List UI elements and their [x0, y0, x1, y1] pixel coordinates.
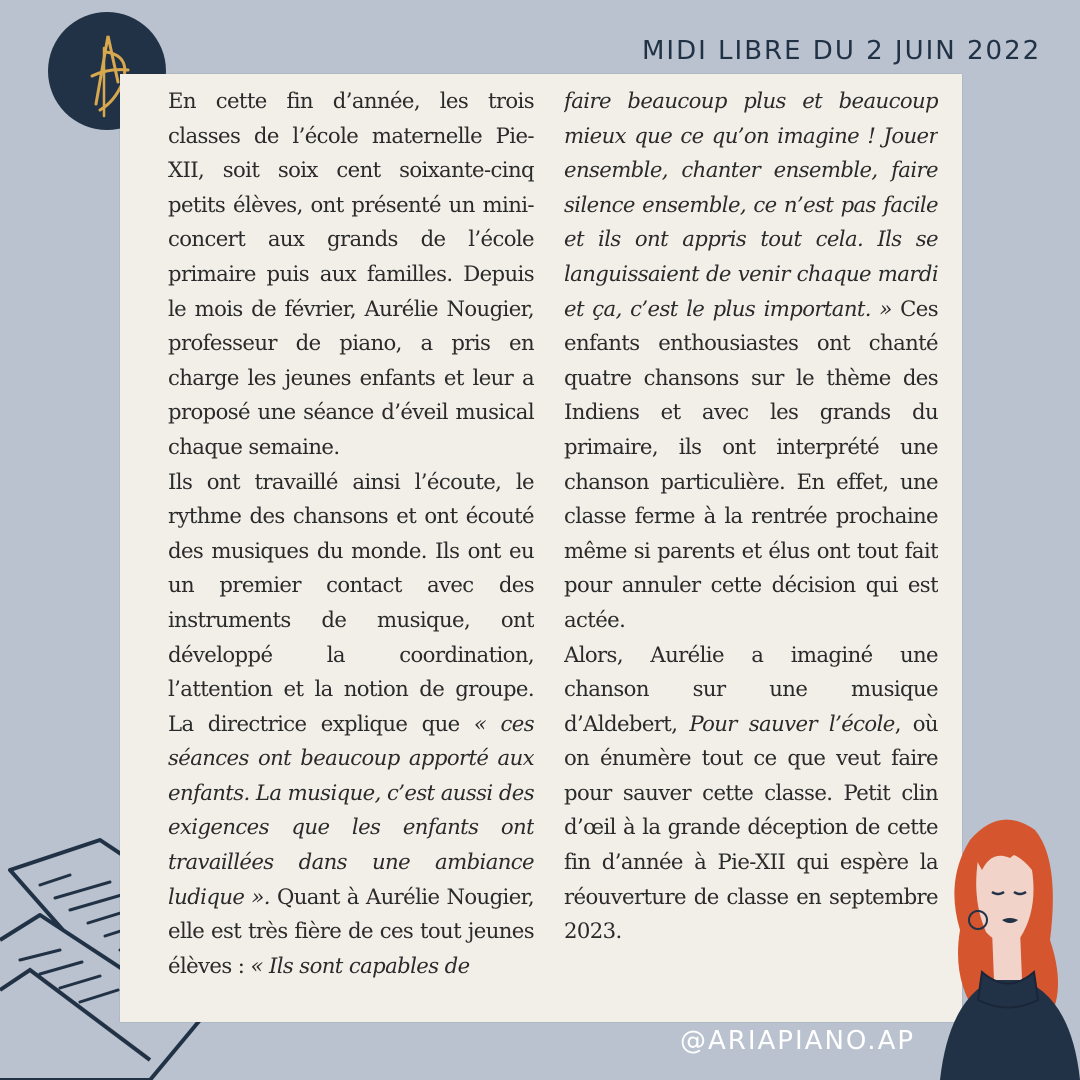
social-handle[interactable]: @ARIAPIANO.AP — [680, 1026, 916, 1056]
song-title: Pour sauver l’école — [689, 710, 895, 736]
article-column-left — [168, 84, 534, 1014]
directrice-quote: « ces séances ont beaucoup apporté aux enfants. La musique, c’est aussi des exigences que les enfants ont travaillées dans une ambiance ludique ». — [168, 710, 534, 909]
source-caption: MIDI LIBRE DU 2 JUIN 2022 — [642, 36, 1042, 66]
article-paragraph: Alors, Aurélie a imaginé une chanson sur une musique d’Aldebert, Pour sauver l’école, où on énumère tout ce que veut faire pour sauver cette classe. Petit clin d’œil à la grande déception de cette fin d’année à Pie-XII qui espère la réouverture de classe en septembre 2023. — [564, 641, 938, 944]
article-paragraph: Ils ont travaillé ainsi l’écoute, le rythme des chansons et ont écouté des musiques du monde. Ils ont eu un premier contact avec des instruments de musique, ont développé la coordination, l’attention et la notion de groupe. La directrice explique que « ces séances ont beaucoup apporté aux enfants. La musique, c’est aussi des exigences que les enfants ont travaillées dans une ambiance ludique ». Quant à Aurélie Nougier, elle est très fière de ces tout jeunes élèves : « Ils sont capables de — [168, 468, 534, 978]
teacher-quote-end: faire beaucoup plus et beaucoup mieux que ce qu’on imagine ! Jouer ensemble, chanter ensemble, faire silence ensemble, ce n’est pas facile et ils ont appris tout cela. Ils se languissaient de venir chaque mardi et ça, c’est le plus important. » — [564, 88, 938, 321]
article-column-right — [564, 84, 938, 1014]
woman-illustration-icon — [930, 800, 1080, 1080]
newspaper-clipping — [120, 74, 962, 1022]
teacher-quote-start: « Ils sont capables de — [250, 952, 470, 978]
article-paragraph: faire beaucoup plus et beaucoup mieux que ce qu’on imagine ! Jouer ensemble, chanter ensemble, faire silence ensemble, ce n’est pas facile et ils ont appris tout cela. Ils se languissaient de venir chaque mardi et ça, c’est le plus important. » Ces enfants enthousiastes ont chanté quatre chansons sur le thème des Indiens et avec les grands du primaire, ils ont interprété une chanson particulière. En effet, une classe ferme à la rentrée prochaine même si parents et élus ont tout fait pour annuler cette décision qui est actée. — [564, 88, 938, 632]
article-paragraph: En cette fin d’année, les trois classes de l’école maternelle Pie-XII, soit soix cent soixante-cinq petits élèves, ont présenté un mini-concert aux grands de l’école primaire puis aux familles. Depuis le mois de février, Aurélie Nougier, professeur de piano, a pris en charge les jeunes enfants et leur a proposé une séance d’éveil musical chaque semaine. — [168, 88, 534, 459]
